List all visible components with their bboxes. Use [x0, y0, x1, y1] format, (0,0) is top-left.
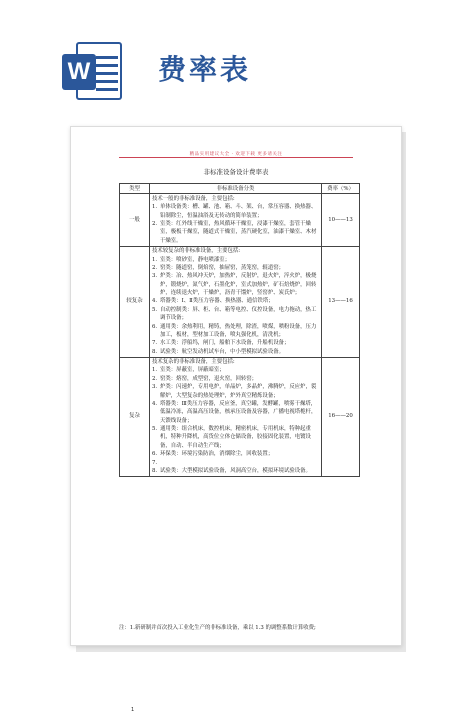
row-rate: 10——13	[322, 194, 360, 246]
item-text: 室类：红外线干燥室，热风循环干燥室，浸漆干燥室，套管干燥室，极板干燥室，隧道式干燥室，蒸汽硬化室，油漆干燥室、木材干燥室。	[160, 221, 317, 244]
row-categories	[150, 357, 322, 476]
category-item	[152, 339, 319, 347]
category-item	[152, 306, 319, 323]
row-intro: 技术一般的非标准设备，主要包括:	[152, 195, 235, 202]
category-item	[152, 425, 319, 450]
table-header-row	[120, 184, 360, 194]
item-number: 2.	[152, 264, 158, 271]
footnote: 注：1.新研制并首次投入工业化生产的非标准设备，乘以 1.3 的调整系数计算收费;	[119, 625, 316, 631]
category-item	[152, 323, 319, 340]
header	[0, 0, 474, 120]
header-note: 精品实用建议大全 · 欢迎下载 更多请关注	[189, 152, 283, 157]
item-text: 窑类：隧道窑，倒焰窑，抽屉窑，蒸笼窑，辊道窑；	[160, 264, 284, 271]
fee-rate-table	[119, 183, 360, 477]
item-number: 1.	[152, 367, 158, 374]
item-text: 室类：喷砂室，静电喷漆室；	[160, 256, 231, 263]
category-item	[152, 366, 319, 374]
item-number: 8.	[152, 348, 158, 355]
category-item	[152, 400, 319, 425]
item-text: 炉类：闪速炉，专用电炉，单晶炉，多晶炉，沸腾炉，反应炉，裂解炉，大型复杂的热处理炉，炉外真空精炼设备；	[160, 384, 317, 399]
row-intro: 技术复杂的非标准设备，主要包括:	[152, 359, 235, 365]
item-text	[160, 459, 319, 467]
item-text: 塔器类：Ⅲ类压力容器，反应釜，真空罐，发酵罐，喷雾干燥塔，低温冷冻，高温高压设备，核承压设备及容器，广播电视塔桅杆，天馈线设备；	[160, 400, 317, 424]
item-number: 3.	[152, 384, 158, 391]
category-item	[152, 348, 319, 356]
row-rate: 16——20	[322, 357, 360, 476]
item-number: 5.	[152, 426, 158, 432]
item-number: 2.	[152, 221, 158, 227]
row-categories	[150, 246, 322, 357]
item-text: 通用类：余热利用，精铸，热处理，除渣，喷煤，喷粉设备，压力加工，板材，型材加工设备，喷丸强化机，清洗机；	[160, 323, 317, 338]
category-item	[152, 272, 319, 297]
item-number: 7.	[152, 459, 158, 466]
item-number: 2.	[152, 375, 158, 382]
category-item	[152, 203, 319, 220]
item-text: 试验类：大型模拟试验设备，风洞高空台，模拟环境试验设备。	[160, 467, 311, 474]
table-row	[120, 246, 360, 357]
category-item	[152, 467, 319, 475]
item-text: 水工类：浮船坞，闸门，船舶下水设备，升船机设备；	[160, 340, 290, 347]
item-text: 自动控制类：屏、柜、台、箱等电控、仪控设备，电力拖动，热工调节设备；	[160, 306, 317, 322]
column-header-category: 非标准设备分类	[150, 184, 322, 194]
item-text: 环保类：环境污染防治，消烟除尘，回收装置；	[160, 451, 274, 458]
word-document-icon	[62, 42, 122, 100]
page-title: 费率表	[158, 53, 252, 86]
item-number: 3.	[152, 273, 158, 280]
item-text: 单体设备类：槽、罐、池、箱、斗、架、台，常压容器、换热器、铅制除尘，恒温油浴及无传动的简单装置；	[160, 204, 317, 219]
category-item	[152, 297, 319, 305]
item-text: 窑类：熔窑，成型窑，退火窑，回转窑；	[160, 375, 258, 382]
row-intro: 技术较复杂的非标准设备，主要包括:	[152, 248, 241, 255]
row-type: 一般	[120, 194, 150, 246]
column-header-type: 类型	[120, 184, 150, 194]
category-item	[152, 383, 319, 400]
item-number: 4.	[152, 298, 158, 305]
category-item	[152, 450, 319, 458]
item-number: 6.	[152, 323, 158, 330]
item-text: 通用类：组合机床，数控机床，精密机床，专用机床，特种起重机，特种升降机，高货位立体仓储设备，胶接固化装置，电镀设备，自动、半自动生产线；	[160, 426, 311, 449]
item-text: 室类：屏蔽室，屏蔽暗室；	[160, 367, 225, 374]
item-number: 1.	[152, 256, 158, 263]
row-categories	[150, 194, 322, 246]
category-item	[152, 256, 319, 264]
word-logo-icon: W	[62, 54, 96, 90]
row-type: 复杂	[120, 357, 150, 476]
table-body	[120, 194, 360, 476]
item-number: 1.	[152, 204, 158, 211]
column-header-rate: 费率（%）	[322, 184, 360, 194]
document-page	[70, 126, 402, 713]
category-item	[152, 264, 319, 272]
table-title: 非标准设备设计费率表	[203, 168, 269, 176]
category-item	[152, 375, 319, 383]
table-row	[120, 357, 360, 476]
table-row	[120, 194, 360, 246]
row-type: 较复杂	[120, 246, 150, 357]
item-number: 7.	[152, 340, 158, 347]
item-text: 炉类：冶、热风冲天炉，加热炉，反射炉，退火炉，淬火炉，极烧炉，锻烧炉，氮气炉，石墨化炉，室式加热炉，矿石焙烧炉，回转炉，连续退火炉，干燥炉，沥青干馏炉，竖窑炉、炭氏炉；	[160, 273, 317, 296]
item-number: 6.	[152, 451, 158, 458]
category-item	[152, 220, 319, 245]
item-text: 塔器类：Ⅰ、Ⅱ类压力容器、换热器、通信铁塔；	[160, 298, 274, 305]
header-divider	[119, 157, 353, 158]
item-number: 5.	[152, 306, 158, 313]
page-number: 1	[131, 707, 135, 713]
row-rate: 13——16	[322, 246, 360, 357]
item-text: 试验类：航空发动机试车台，中小型模拟试验设备。	[160, 348, 284, 355]
item-number: 8.	[152, 467, 158, 474]
category-item	[152, 459, 319, 467]
item-number: 4.	[152, 400, 158, 407]
